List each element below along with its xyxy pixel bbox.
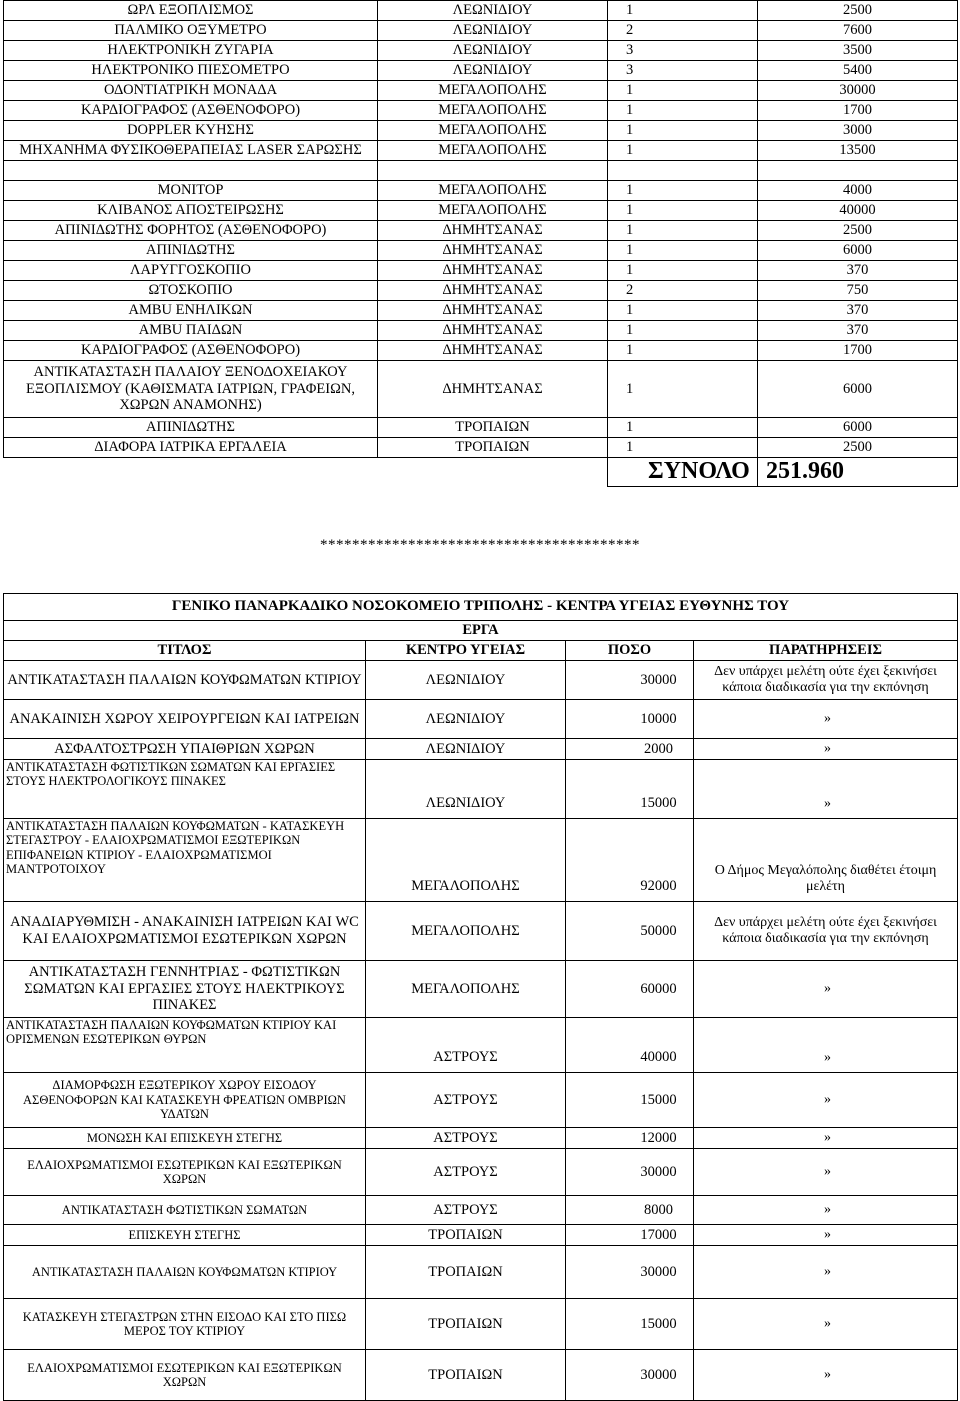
quantity: 1 — [608, 221, 758, 241]
health-center: ΜΕΓΑΛΟΠΟΛΗΣ — [378, 181, 608, 201]
table-row — [4, 101, 958, 121]
work-title: ΔΙΑΜΟΡΦΩΣΗ ΕΞΩΤΕΡΙΚΟΥ ΧΩΡΟΥ ΕΙΣΟΔΟΥ ΑΣΘΕΝΟΦΟΡΩΝ ΚΑΙ ΚΑΤΑΣΚΕΥΗ ΦΡΕΑΤΙΩΝ ΟΜΒΡΙΩΝ ΥΔΑΤΩΝ — [4, 1073, 366, 1128]
equipment-name: ΑΠΙΝΙΔΩΤΗΣ — [4, 418, 378, 438]
health-center: ΜΕΓΑΛΟΠΟΛΗΣ — [378, 141, 608, 161]
health-center: ΛΕΩΝΙΔΙΟΥ — [378, 21, 608, 41]
equipment-name: ΩΡΛ ΕΞΟΠΛΙΣΜΟΣ — [4, 1, 378, 21]
health-center: ΛΕΩΝΙΔΙΟΥ — [378, 61, 608, 81]
equipment-name: ΑΠΙΝΙΔΩΤΗΣ — [4, 241, 378, 261]
separator: **************************************** — [320, 537, 640, 553]
cost: 3500 — [758, 41, 958, 61]
health-center: ΔΗΜΗΤΣΑΝΑΣ — [378, 221, 608, 241]
equipment-table — [3, 0, 958, 487]
quantity: 1 — [608, 241, 758, 261]
table-row — [4, 221, 958, 241]
amount: 30000 — [566, 661, 694, 700]
amount: 15000 — [566, 1073, 694, 1128]
cost: 750 — [758, 281, 958, 301]
table-row — [4, 902, 958, 961]
equipment-name: ΚΑΡΔΙΟΓΡΑΦΟΣ (ΑΣΘΕΝΟΦΟΡΟ) — [4, 101, 378, 121]
health-center: ΛΕΩΝΙΔΙΟΥ — [378, 1, 608, 21]
table-row — [4, 1246, 958, 1299]
cost — [758, 161, 958, 181]
quantity: 1 — [608, 261, 758, 281]
equipment-name: ΔΙΑΦΟΡΑ ΙΑΤΡΙΚΑ ΕΡΓΑΛΕΙΑ — [4, 438, 378, 458]
health-center: ΤΡΟΠΑΙΩΝ — [378, 418, 608, 438]
work-title: ΑΣΦΑΛΤΟΣΤΡΩΣΗ ΥΠΑΙΘΡΙΩΝ ΧΩΡΩΝ — [4, 739, 366, 760]
quantity: 1 — [608, 81, 758, 101]
column-header-notes: ΠΑΡΑΤΗΡΗΣΕΙΣ — [694, 641, 958, 661]
health-center — [378, 161, 608, 181]
health-center: ΤΡΟΠΑΙΩΝ — [366, 1225, 566, 1246]
health-center: ΔΗΜΗΤΣΑΝΑΣ — [378, 301, 608, 321]
health-center: ΔΗΜΗΤΣΑΝΑΣ — [378, 241, 608, 261]
cost: 13500 — [758, 141, 958, 161]
table-row — [4, 1350, 958, 1401]
notes: » — [694, 1128, 958, 1149]
table-row — [4, 1128, 958, 1149]
equipment-name: ΜΗΧΑΝΗΜΑ ΦΥΣΙΚΟΘΕΡΑΠΕΙΑΣ LASER ΣΑΡΩΣΗΣ — [4, 141, 378, 161]
table-row — [4, 1018, 958, 1073]
cost: 3000 — [758, 121, 958, 141]
work-title: ΕΛΑΙΟΧΡΩΜΑΤΙΣΜΟΙ ΕΣΩΤΕΡΙΚΩΝ ΚΑΙ ΕΞΩΤΕΡΙΚΩΝ ΧΩΡΩΝ — [4, 1350, 366, 1401]
table-row — [4, 418, 958, 438]
column-header-amount: ΠΟΣΟ — [566, 641, 694, 661]
health-center: ΑΣΤΡΟΥΣ — [366, 1196, 566, 1225]
cost: 2500 — [758, 438, 958, 458]
works-subheading-row — [4, 621, 958, 641]
quantity: 1 — [608, 301, 758, 321]
notes: » — [694, 700, 958, 739]
amount: 12000 — [566, 1128, 694, 1149]
quantity: 1 — [608, 181, 758, 201]
table-row — [4, 121, 958, 141]
health-center: ΛΕΩΝΙΔΙΟΥ — [366, 661, 566, 700]
cost: 1700 — [758, 101, 958, 121]
quantity: 1 — [608, 321, 758, 341]
work-title: ΑΝΤΙΚΑΤΑΣΤΑΣΗ ΓΕΝΝΗΤΡΙΑΣ - ΦΩΤΙΣΤΙΚΩΝ ΣΩΜΑΤΩΝ ΚΑΙ ΕΡΓΑΣΙΕΣ ΣΤΟΥΣ ΗΛΕΚΤΡΙΚΟΥΣ ΠΙΝΑΚΕΣ — [4, 961, 366, 1018]
amount: 92000 — [566, 819, 694, 902]
health-center: ΛΕΩΝΙΔΙΟΥ — [366, 700, 566, 739]
amount: 10000 — [566, 700, 694, 739]
health-center: ΜΕΓΑΛΟΠΟΛΗΣ — [378, 121, 608, 141]
table-row — [4, 281, 958, 301]
table-row — [4, 961, 958, 1018]
amount: 17000 — [566, 1225, 694, 1246]
work-title: ΑΝΤΙΚΑΤΑΣΤΑΣΗ ΦΩΤΙΣΤΙΚΩΝ ΣΩΜΑΤΩΝ — [4, 1196, 366, 1225]
health-center: ΤΡΟΠΑΙΩΝ — [378, 438, 608, 458]
cost: 6000 — [758, 241, 958, 261]
total-value: 251.960 — [758, 458, 958, 487]
work-title: ΜΟΝΩΣΗ ΚΑΙ ΕΠΙΣΚΕΥΗ ΣΤΕΓΗΣ — [4, 1128, 366, 1149]
works-heading: ΓΕΝΙΚΟ ΠΑΝΑΡΚΑΔΙΚΟ ΝΟΣΟΚΟΜΕΙΟ ΤΡΙΠΟΛΗΣ - ΚΕΝΤΡΑ ΥΓΕΙΑΣ ΕΥΘΥΝΗΣ ΤΟΥ — [4, 594, 958, 621]
table-row — [4, 1196, 958, 1225]
notes: » — [694, 1246, 958, 1299]
quantity: 1 — [608, 1, 758, 21]
quantity: 1 — [608, 141, 758, 161]
table-row — [4, 301, 958, 321]
amount: 50000 — [566, 902, 694, 961]
health-center: ΛΕΩΝΙΔΙΟΥ — [378, 41, 608, 61]
equipment-name: DOPPLER ΚΥΗΣΗΣ — [4, 121, 378, 141]
notes: » — [694, 760, 958, 819]
health-center: ΜΕΓΑΛΟΠΟΛΗΣ — [378, 101, 608, 121]
table-row — [4, 321, 958, 341]
notes: » — [694, 1018, 958, 1073]
equipment-name: ΛΑΡΥΓΓΟΣΚΟΠΙΟ — [4, 261, 378, 281]
equipment-name: ΚΑΡΔΙΟΓΡΑΦΟΣ (ΑΣΘΕΝΟΦΟΡΟ) — [4, 341, 378, 361]
cost: 7600 — [758, 21, 958, 41]
cost: 1700 — [758, 341, 958, 361]
cost: 370 — [758, 301, 958, 321]
table-row — [4, 438, 958, 458]
health-center: ΔΗΜΗΤΣΑΝΑΣ — [378, 261, 608, 281]
quantity: 3 — [608, 61, 758, 81]
table-row — [4, 739, 958, 760]
work-title: ΑΝΤΙΚΑΤΑΣΤΑΣΗ ΠΑΛΑΙΩΝ ΚΟΥΦΩΜΑΤΩΝ - ΚΑΤΑΣΚΕΥΗ ΣΤΕΓΑΣΤΡΟΥ - ΕΛΑΙΟΧΡΩΜΑΤΙΣΜΟΙ ΕΞΩΤΕΡΙΚΩΝ ΕΠΙΦΑΝΕΙΩΝ ΚΤΙΡΙΟΥ - ΕΛΑΙΟΧΡΩΜΑΤΙΣΜΟΙ ΜΑΝΤΡΟΤΟΙΧΟΥ — [4, 819, 366, 902]
works-column-headers — [4, 641, 958, 661]
cost: 30000 — [758, 81, 958, 101]
equipment-name: ΜΟΝΙΤΟΡ — [4, 181, 378, 201]
health-center: ΔΗΜΗΤΣΑΝΑΣ — [378, 361, 608, 418]
notes: » — [694, 961, 958, 1018]
works-table — [3, 593, 958, 1401]
amount: 60000 — [566, 961, 694, 1018]
total-row — [4, 458, 958, 487]
equipment-name: ΗΛΕΚΤΡΟΝΙΚΟ ΠΙΕΣΟΜΕΤΡΟ — [4, 61, 378, 81]
total-label: ΣΥΝΟΛΟ — [608, 458, 758, 487]
table-row — [4, 241, 958, 261]
amount: 2000 — [566, 739, 694, 760]
health-center: ΤΡΟΠΑΙΩΝ — [366, 1246, 566, 1299]
notes: » — [694, 1073, 958, 1128]
column-header-title: ΤΙΤΛΟΣ — [4, 641, 366, 661]
table-row — [4, 201, 958, 221]
quantity — [608, 161, 758, 181]
health-center: ΑΣΤΡΟΥΣ — [366, 1128, 566, 1149]
amount: 30000 — [566, 1149, 694, 1196]
amount: 15000 — [566, 1299, 694, 1350]
table-row — [4, 161, 958, 181]
table-row — [4, 181, 958, 201]
work-title: ΕΛΑΙΟΧΡΩΜΑΤΙΣΜΟΙ ΕΣΩΤΕΡΙΚΩΝ ΚΑΙ ΕΞΩΤΕΡΙΚΩΝ ΧΩΡΩΝ — [4, 1149, 366, 1196]
amount: 40000 — [566, 1018, 694, 1073]
equipment-name: ΗΛΕΚΤΡΟΝΙΚΗ ΖΥΓΑΡΙΑ — [4, 41, 378, 61]
cost: 6000 — [758, 361, 958, 418]
quantity: 1 — [608, 438, 758, 458]
quantity: 1 — [608, 361, 758, 418]
notes: Δεν υπάρχει μελέτη ούτε έχει ξεκινήσει κάποια διαδικασία για την εκπόνηση — [694, 902, 958, 961]
work-title: ΑΝΤΙΚΑΤΑΣΤΑΣΗ ΠΑΛΑΙΩΝ ΚΟΥΦΩΜΑΤΩΝ ΚΤΙΡΙΟΥ ΚΑΙ ΟΡΙΣΜΕΝΩΝ ΕΣΩΤΕΡΙΚΩΝ ΘΥΡΩΝ — [4, 1018, 366, 1073]
notes: Δεν υπάρχει μελέτη ούτε έχει ξεκινήσει κάποια διαδικασία για την εκπόνηση — [694, 661, 958, 700]
column-header-center: ΚΕΝΤΡΟ ΥΓΕΙΑΣ — [366, 641, 566, 661]
health-center: ΑΣΤΡΟΥΣ — [366, 1149, 566, 1196]
amount: 30000 — [566, 1350, 694, 1401]
table-row — [4, 1299, 958, 1350]
work-title: ΑΝΑΔΙΑΡΥΘΜΙΣΗ - ΑΝΑΚΑΙΝΙΣΗ ΙΑΤΡΕΙΩΝ ΚΑΙ WC ΚΑΙ ΕΛΑΙΟΧΡΩΜΑΤΙΣΜΟΙ ΕΣΩΤΕΡΙΚΩΝ ΧΩΡΩΝ — [4, 902, 366, 961]
table-row — [4, 760, 958, 819]
notes: » — [694, 1350, 958, 1401]
health-center: ΜΕΓΑΛΟΠΟΛΗΣ — [378, 81, 608, 101]
cost: 2500 — [758, 1, 958, 21]
notes: » — [694, 739, 958, 760]
health-center: ΔΗΜΗΤΣΑΝΑΣ — [378, 281, 608, 301]
quantity: 1 — [608, 341, 758, 361]
health-center: ΜΕΓΑΛΟΠΟΛΗΣ — [366, 819, 566, 902]
cost: 370 — [758, 261, 958, 281]
cost: 40000 — [758, 201, 958, 221]
cost: 370 — [758, 321, 958, 341]
table-row — [4, 41, 958, 61]
quantity: 2 — [608, 281, 758, 301]
notes: » — [694, 1196, 958, 1225]
quantity: 1 — [608, 101, 758, 121]
table-row — [4, 1225, 958, 1246]
table-row — [4, 1073, 958, 1128]
quantity: 1 — [608, 201, 758, 221]
cost: 2500 — [758, 221, 958, 241]
health-center: ΤΡΟΠΑΙΩΝ — [366, 1299, 566, 1350]
health-center: ΔΗΜΗΤΣΑΝΑΣ — [378, 321, 608, 341]
cost: 4000 — [758, 181, 958, 201]
table-row — [4, 341, 958, 361]
notes: » — [694, 1149, 958, 1196]
works-heading-row — [4, 594, 958, 621]
amount: 8000 — [566, 1196, 694, 1225]
works-subheading: ΕΡΓΑ — [4, 621, 958, 641]
table-row — [4, 261, 958, 281]
cost: 5400 — [758, 61, 958, 81]
work-title: ΚΑΤΑΣΚΕΥΗ ΣΤΕΓΑΣΤΡΩΝ ΣΤΗΝ ΕΙΣΟΔΟ ΚΑΙ ΣΤΟ ΠΙΣΩ ΜΕΡΟΣ ΤΟΥ ΚΤΙΡΙΟΥ — [4, 1299, 366, 1350]
table-row — [4, 1149, 958, 1196]
table-row — [4, 819, 958, 902]
table-row — [4, 361, 958, 418]
equipment-name: ΑΠΙΝΙΔΩΤΗΣ ΦΟΡΗΤΟΣ (ΑΣΘΕΝΟΦΟΡΟ) — [4, 221, 378, 241]
work-title: ΕΠΙΣΚΕΥΗ ΣΤΕΓΗΣ — [4, 1225, 366, 1246]
work-title: ΑΝΤΙΚΑΤΑΣΤΑΣΗ ΦΩΤΙΣΤΙΚΩΝ ΣΩΜΑΤΩΝ ΚΑΙ ΕΡΓΑΣΙΕΣ ΣΤΟΥΣ ΗΛΕΚΤΡΟΛΟΓΙΚΟΥΣ ΠΙΝΑΚΕΣ — [4, 760, 366, 819]
health-center: ΜΕΓΑΛΟΠΟΛΗΣ — [366, 961, 566, 1018]
quantity: 2 — [608, 21, 758, 41]
work-title: ΑΝΤΙΚΑΤΑΣΤΑΣΗ ΠΑΛΑΙΩΝ ΚΟΥΦΩΜΑΤΩΝ ΚΤΙΡΙΟΥ — [4, 1246, 366, 1299]
table-row — [4, 700, 958, 739]
health-center: ΔΗΜΗΤΣΑΝΑΣ — [378, 341, 608, 361]
equipment-name: AMBU ΠΑΙΔΩΝ — [4, 321, 378, 341]
equipment-name: ΚΛΙΒΑΝΟΣ ΑΠΟΣΤΕΙΡΩΣΗΣ — [4, 201, 378, 221]
equipment-name: AMBU ΕΝΗΛΙΚΩΝ — [4, 301, 378, 321]
equipment-name — [4, 161, 378, 181]
table-row — [4, 661, 958, 700]
health-center: ΛΕΩΝΙΔΙΟΥ — [366, 760, 566, 819]
quantity: 1 — [608, 121, 758, 141]
quantity: 1 — [608, 418, 758, 438]
notes: Ο Δήμος Μεγαλόπολης διαθέτει έτοιμη μελέτη — [694, 819, 958, 902]
health-center: ΛΕΩΝΙΔΙΟΥ — [366, 739, 566, 760]
cost: 6000 — [758, 418, 958, 438]
table-row — [4, 141, 958, 161]
amount: 30000 — [566, 1246, 694, 1299]
equipment-name: ΠΑΛΜΙΚΟ ΟΞΥΜΕΤΡΟ — [4, 21, 378, 41]
health-center: ΑΣΤΡΟΥΣ — [366, 1073, 566, 1128]
table-row — [4, 61, 958, 81]
table-row — [4, 81, 958, 101]
health-center: ΑΣΤΡΟΥΣ — [366, 1018, 566, 1073]
amount: 15000 — [566, 760, 694, 819]
equipment-name: ΩΤΟΣΚΟΠΙΟ — [4, 281, 378, 301]
work-title: ΑΝΑΚΑΙΝΙΣΗ ΧΩΡΟΥ ΧΕΙΡΟΥΡΓΕΙΩΝ ΚΑΙ ΙΑΤΡΕΙΩΝ — [4, 700, 366, 739]
notes: » — [694, 1225, 958, 1246]
equipment-name: ΟΔΟΝΤΙΑΤΡΙΚΗ ΜΟΝΑΔΑ — [4, 81, 378, 101]
table-row — [4, 21, 958, 41]
notes: » — [694, 1299, 958, 1350]
work-title: ΑΝΤΙΚΑΤΑΣΤΑΣΗ ΠΑΛΑΙΩΝ ΚΟΥΦΩΜΑΤΩΝ ΚΤΙΡΙΟΥ — [4, 661, 366, 700]
health-center: ΜΕΓΑΛΟΠΟΛΗΣ — [378, 201, 608, 221]
table-row — [4, 1, 958, 21]
health-center: ΜΕΓΑΛΟΠΟΛΗΣ — [366, 902, 566, 961]
quantity: 3 — [608, 41, 758, 61]
equipment-name: ΑΝΤΙΚΑΤΑΣΤΑΣΗ ΠΑΛΑΙΟΥ ΞΕΝΟΔΟΧΕΙΑΚΟΥ ΕΞΟΠΛΙΣΜΟΥ (ΚΑΘΙΣΜΑΤΑ ΙΑΤΡΙΩΝ, ΓΡΑΦΕΙΩΝ, ΧΩΡΩΝ ΑΝΑΜΟΝΗΣ) — [4, 361, 378, 418]
health-center: ΤΡΟΠΑΙΩΝ — [366, 1350, 566, 1401]
